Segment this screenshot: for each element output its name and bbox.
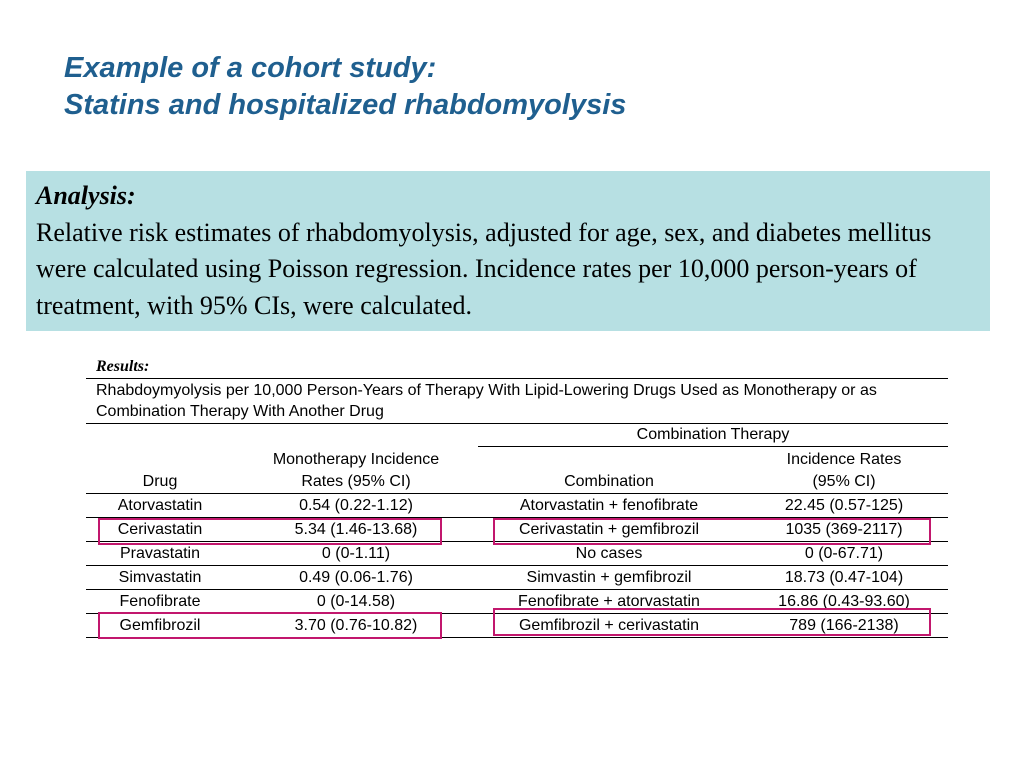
combination-column-header: Combination [478,447,740,494]
slide-title-line-1: Example of a cohort study: [64,52,437,84]
table-row [86,494,948,518]
drug-cell: Atorvastatin [86,494,234,518]
combination-therapy-header: Combination Therapy [478,424,948,447]
analysis-text: Relative risk estimates of rhabdomyolysis, adjusted for age, sex, and diabetes mellitus were calculated using Poisson regression. Incidence rates per 10,000 person-years of treatment, with 95% CIs, were calculated. [36,217,932,320]
monotherapy-header-line-1: Monotherapy Incidence [272,451,440,468]
monotherapy-column-header [234,447,478,494]
blank-header-cell [234,424,478,447]
combination-cell: Simvastin + gemfibrozil [478,566,740,590]
incidence-rates-header-line-2: (95% CI) [812,473,876,490]
combination-cell: Gemfibrozil + cerivastatin [478,614,740,638]
slide-title [64,50,626,124]
rate-cell: 18.73 (0.47-104) [740,566,948,590]
incidence-rates-header-line-1: Incidence Rates [786,451,902,468]
rate-cell: 789 (166-2138) [740,614,948,638]
drug-cell: Simvastatin [86,566,234,590]
rate-cell: 0 (0-67.71) [740,542,948,566]
results-area [86,357,948,638]
drug-cell: Cerivastatin [86,518,234,542]
combination-cell: No cases [478,542,740,566]
column-header-row [86,447,948,494]
combination-cell: Fenofibrate + atorvastatin [478,590,740,614]
drug-cell: Fenofibrate [86,590,234,614]
results-label: Results: [96,358,150,375]
monotherapy-cell: 0.49 (0.06-1.76) [234,566,478,590]
results-table [86,424,948,638]
drug-cell: Pravastatin [86,542,234,566]
drug-column-header: Drug [86,447,234,494]
monotherapy-cell: 3.70 (0.76-10.82) [234,614,478,638]
blank-header-cell [86,424,234,447]
table-row [86,518,948,542]
drug-cell: Gemfibrozil [86,614,234,638]
monotherapy-cell: 0 (0-1.11) [234,542,478,566]
monotherapy-cell: 5.34 (1.46-13.68) [234,518,478,542]
monotherapy-header-line-2: Rates (95% CI) [301,473,411,490]
analysis-heading: Analysis: [36,181,136,210]
table-row [86,542,948,566]
combination-header-row [86,424,948,447]
rate-cell: 22.45 (0.57-125) [740,494,948,518]
combination-cell: Atorvastatin + fenofibrate [478,494,740,518]
table-row [86,566,948,590]
slide-title-line-2: Statins and hospitalized rhabdomyolysis [64,89,627,121]
incidence-rates-column-header [740,447,948,494]
results-intro: Rhabdoymyolysis per 10,000 Person-Years of Therapy With Lipid-Lowering Drugs Used as Monotherapy or as Combination Therapy With Another Drug [86,378,948,424]
monotherapy-cell: 0 (0-14.58) [234,590,478,614]
analysis-box [26,171,990,331]
combination-cell: Cerivastatin + gemfibrozil [478,518,740,542]
table-row [86,614,948,638]
rate-cell: 1035 (369-2117) [740,518,948,542]
rate-cell: 16.86 (0.43-93.60) [740,590,948,614]
table-row [86,590,948,614]
monotherapy-cell: 0.54 (0.22-1.12) [234,494,478,518]
